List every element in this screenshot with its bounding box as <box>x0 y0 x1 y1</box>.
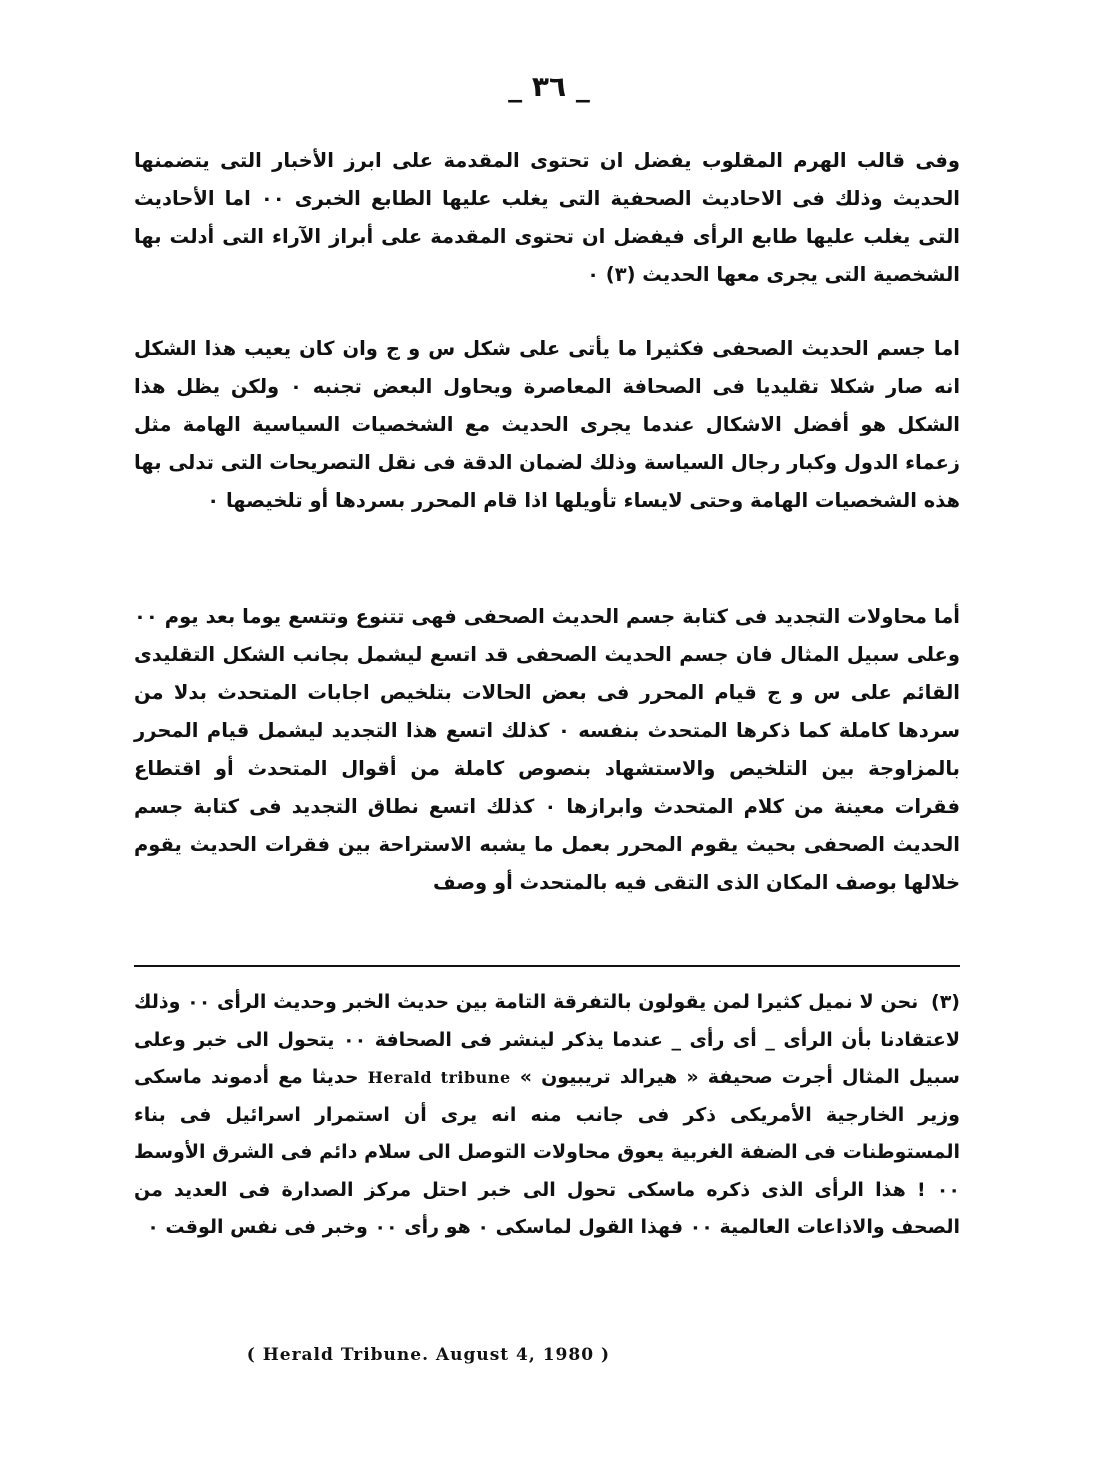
footnote-marker: (٣) <box>931 991 960 1013</box>
footnote <box>134 984 960 1247</box>
footnote-divider <box>134 965 960 967</box>
paragraph-interview-body: اما جسم الحديث الصحفى فكثيرا ما يأتى على شكل س و ج وان كان يعيب هذا الشكل انه صار شكلا تقليديا فى الصحافة المعاصرة ويحاول البعض تجنبه ٠ ولكن يظل هذا الشكل هو أفضل الاشكال عندما يجرى الحديث مع الشخصيات السياسية الهامة مثل زعماء الدول وكبار رجال السياسة وذلك لضمان الدقة فى نقل التصريحات التى تدلى بها هذه الشخصيات الهامة وحتى لايساء تأويلها اذا قام المحرر بسردها أو تلخيصها ٠ <box>134 337 960 512</box>
footnote-text-part2: حديثا مع أدموند ماسكى وزير الخارجية الأمريكى ذكر فى جانب منه انه يرى أن استمرار اسرائيل فى بناء المستوطنات فى الضفة الغربية يعوق محاولات التوصل الى سلام دائم فى الشرق الأوسط ٠٠ ! هذا الرأى الذى ذكره ماسكى تحول الى خبر احتل مركز الصدارة فى العديد من الصحف والاذاعات العالمية ٠٠ فهذا القول لماسكى ٠ هو رأى ٠٠ وخبر فى نفس الوقت ٠ <box>134 1066 960 1238</box>
footnote-text-part1: نحن لا نميل كثيرا لمن يقولون بالتفرقة التامة بين حديث الخبر وحديث الرأى ٠٠ وذلك لاعتقادنا بأن الرأى _ أى رأى _ عندما يذكر لينشر فى الصحافة ٠٠ يتحول الى خبر وعلى سبيل المثال أجرت صحيفة « هيرالد تريبيون » <box>134 991 960 1088</box>
paragraph-inverted-pyramid: وفى قالب الهرم المقلوب يفضل ان تحتوى المقدمة على ابرز الأخبار التى يتضمنها الحديث وذلك فى الاحاديث الصحفية التى يغلب عليها الطابع الخبرى ٠٠ اما الأحاديث التى يغلب عليها طابع الرأى فيفضل ان تحتوى المقدمة على أبراز الآراء التى أدلت بها الشخصية التى يجرى معها الحديث (٣) ٠ <box>134 149 960 286</box>
paragraph-renewal-attempts: أما محاولات التجديد فى كتابة جسم الحديث الصحفى فهى تتنوع وتتسع يوما بعد يوم ٠٠ وعلى سبيل المثال فان جسم الحديث الصحفى قد اتسع ليشمل بجانب الشكل التقليدى القائم على س و ج قيام المحرر فى بعض الحالات بتلخيص اجابات المتحدث بدلا من سردها كاملة كما ذكرها المتحدث بنفسه ٠ كذلك اتسع هذا التجديد ليشمل قيام المحرر بالمزاوجة بين التلخيص والاستشهاد بنصوص كاملة من أقوال المتحدث أو اقتطاع فقرات معينة من كلام المتحدث وابرازها ٠ كذلك اتسع نطاق التجديد فى كتابة جسم الحديث الصحفى بحيث يقوم المحرر بعمل ما يشبه الاستراحة بين فقرات الحديث يقوم خلالها بوصف المكان الذى التقى فيه بالمتحدث أو وصف <box>134 605 961 894</box>
footnote-source-citation: ( Herald Tribune. August 4, 1980 ) <box>246 1345 610 1365</box>
page-number: _ ٣٦ _ <box>508 70 590 103</box>
footnote-latin-name: Herald tribune <box>367 1068 511 1087</box>
